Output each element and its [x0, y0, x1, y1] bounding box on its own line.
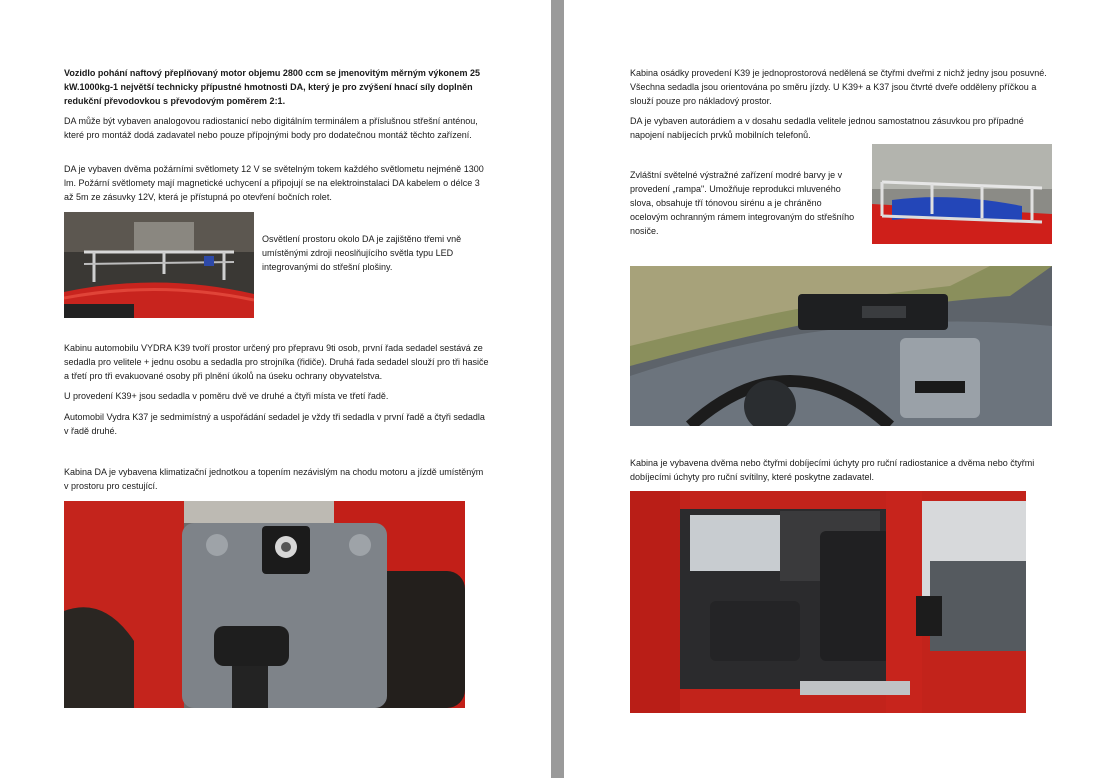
document-page-left [0, 0, 551, 778]
paragraph-air-conditioning: Kabina DA je vybavena klimatizační jednotkou a topením nezávislým na chodu motoru a jízdě umístěným v prostoru pro cestující. [64, 467, 484, 491]
paragraph-cabin-k39: Kabinu automobilu VYDRA K39 tvoří prostor určený pro přepravu 9ti osob, první řada sedadel sestává ze sedadla pro velitele + jednu osobu a sedadla pro strojníka (řidiče). Druhá řada sedadel slouží pro tři hasiče a třetí pro tři evakuované osoby při plnění úkolů na úseku ochrany obyvatelstva. [64, 343, 489, 381]
paragraph-k37: Automobil Vydra K37 je sedmimístný a uspořádání sedadel je vždy tři sedadla v první řadě a čtyři sedadla v řadě druhé. [64, 412, 485, 436]
paragraph-crew-cabin: Kabina osádky provedení K39 je jednoprostorová nedělená se čtyřmi dveřmi z nichž jedny jsou posuvné. Všechna sedadla jsou orientována po směru jízdy. U K39+ a K37 jsou čtvrté dveře odděleny příčkou a slouží pouze pro nákladový prostor. [630, 68, 1047, 106]
photo-dashboard [630, 266, 1052, 426]
photo-cabin-interior [630, 491, 1026, 713]
paragraph-led-lighting: Osvětlení prostoru okolo DA je zajištěno třemi vně umístěnými zdroji neoslňujícího světla typu LED integrovanými do střešní plošiny. [262, 234, 462, 272]
paragraph-charging-holders: Kabina je vybavena dvěma nebo čtyřmi dobíjecími úchyty pro ruční radiostanice a dvěma nebo čtyřmi dobíjecími úchyty pro ruční svítilny, které poskytne zadavatel. [630, 458, 1035, 482]
photo-roof-platform [64, 212, 254, 318]
paragraph-floodlights: DA je vybaven dvěma požárními světlomety 12 V se světelným tokem každého světlometu nejméně 1300 lm. Požární světlomety mají magnetické uchycení a připojují se na elektroinstalaci DA kabelem o délce 3 až 5m ze zásuvky 12V, která je přístupná po otevření bočních rolet. [64, 164, 484, 202]
photo-heater-control [64, 501, 465, 708]
paragraph-k39plus: U provedení K39+ jsou sedadla v poměru dvě ve druhé a čtyři místa ve třetí řadě. [64, 391, 389, 401]
paragraph-warning-device: Zvláštní světelné výstražné zařízení modré barvy je v provedení „rampa". Umožňuje reprodukci mluveného slova, obsahuje tří tónovou sirénu a je chráněno ocelovým ochranným rámem integrovaným do střešního nosiče. [630, 170, 855, 236]
paragraph-car-radio: DA je vybaven autorádiem a v dosahu sedadla velitele jednou samostatnou zásuvkou pro případné napojení nabíjecích prvků mobilních telefonů. [630, 116, 1024, 140]
paragraph-radio: DA může být vybaven analogovou radiostanicí nebo digitálním terminálem a příslušnou střešní anténou, které pro montáž dodá zadavatel nebo pouze přípojnými body pro dodatečnou montáž těchto zařízení. [64, 116, 478, 140]
paragraph-engine: Vozidlo pohání naftový přeplňovaný motor objemu 2800 ccm se jmenovitým měrným výkonem 25 kW.1000kg-1 největší technicky přípustné hmotnosti DA, který je pro zvýšení hnací síly doplněn redukční převodovkou s převodovým poměrem 2:1. [64, 68, 480, 106]
photo-warning-lightbar [872, 144, 1052, 244]
document-page-right [564, 0, 1114, 778]
